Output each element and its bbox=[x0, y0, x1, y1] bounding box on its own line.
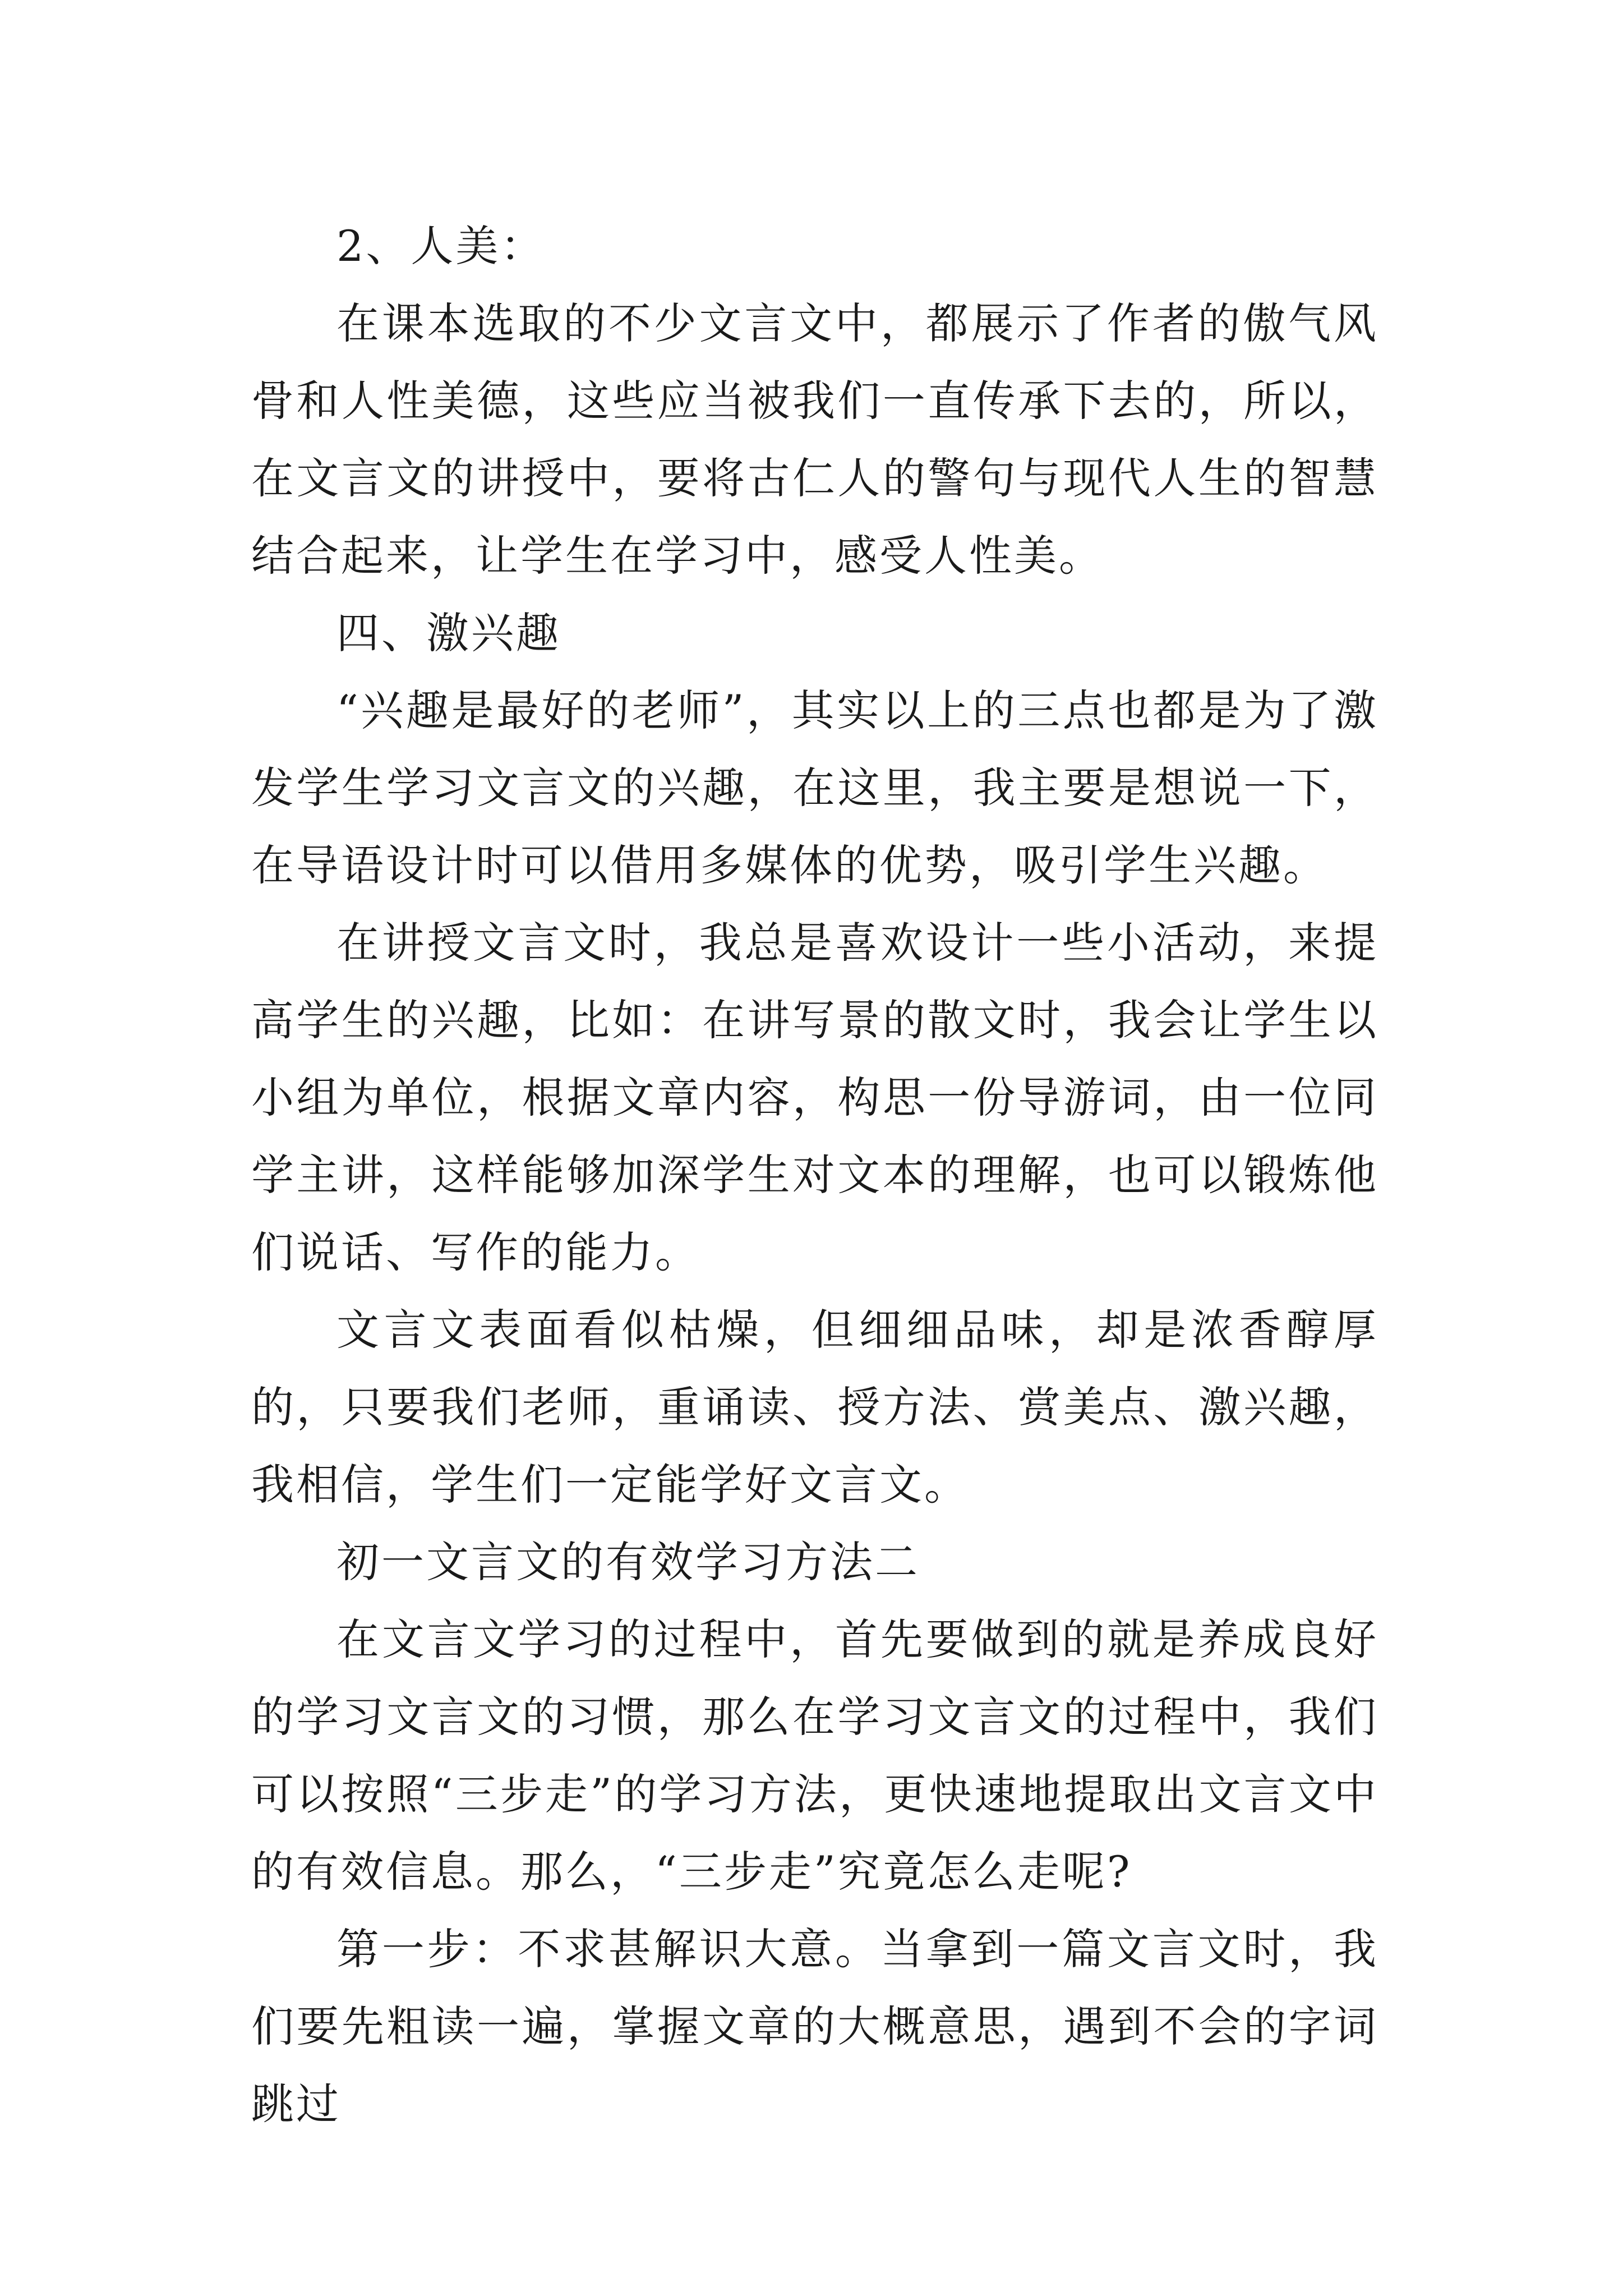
body-paragraph: 文言文表面看似枯燥，但细细品味，却是浓香醇厚的，只要我们老师，重诵读、授方法、赏美点、激兴趣，我相信，学生们一定能学好文言文。 bbox=[251, 1305, 1378, 1510]
section-heading-ren-mei: 2、人美： bbox=[336, 221, 546, 271]
body-paragraph: 在课本选取的不少文言文中，都展示了作者的傲气风骨和人性美德，这些应当被我们一直传承下去的，所以，在文言文的讲授中，要将古仁人的警句与现代人生的智慧结合起来，让学生在学习中，感受人性美。 bbox=[251, 298, 1378, 581]
section-heading-ji-xing-qu: 四、激兴趣 bbox=[336, 608, 561, 658]
body-paragraph: “兴趣是最好的老师”，其实以上的三点也都是为了激发学生学习文言文的兴趣，在这里，我主要是想说一下，在导语设计时可以借用多媒体的优势，吸引学生兴趣。 bbox=[251, 685, 1378, 890]
body-paragraph: 在文言文学习的过程中，首先要做到的就是养成良好的学习文言文的习惯，那么在学习文言文的过程中，我们可以按照“三步走”的学习方法，更快速地提取出文言文中的有效信息。那么，“三步走”究竟怎么走呢? bbox=[251, 1614, 1378, 1897]
body-paragraph: 在讲授文言文时，我总是喜欢设计一些小活动，来提高学生的兴趣，比如：在讲写景的散文时，我会让学生以小组为单位，根据文章内容，构思一份导游词，由一位同学主讲，这样能够加深学生对文本的理解，也可以锻炼他们说话、写作的能力。 bbox=[251, 918, 1378, 1277]
section-heading-method-two: 初一文言文的有效学习方法二 bbox=[336, 1537, 920, 1587]
body-paragraph: 第一步：不求甚解识大意。当拿到一篇文言文时，我们要先粗读一遍，掌握文章的大概意思，遇到不会的字词跳过 bbox=[251, 1924, 1378, 2129]
document-body bbox=[251, 208, 1378, 2143]
